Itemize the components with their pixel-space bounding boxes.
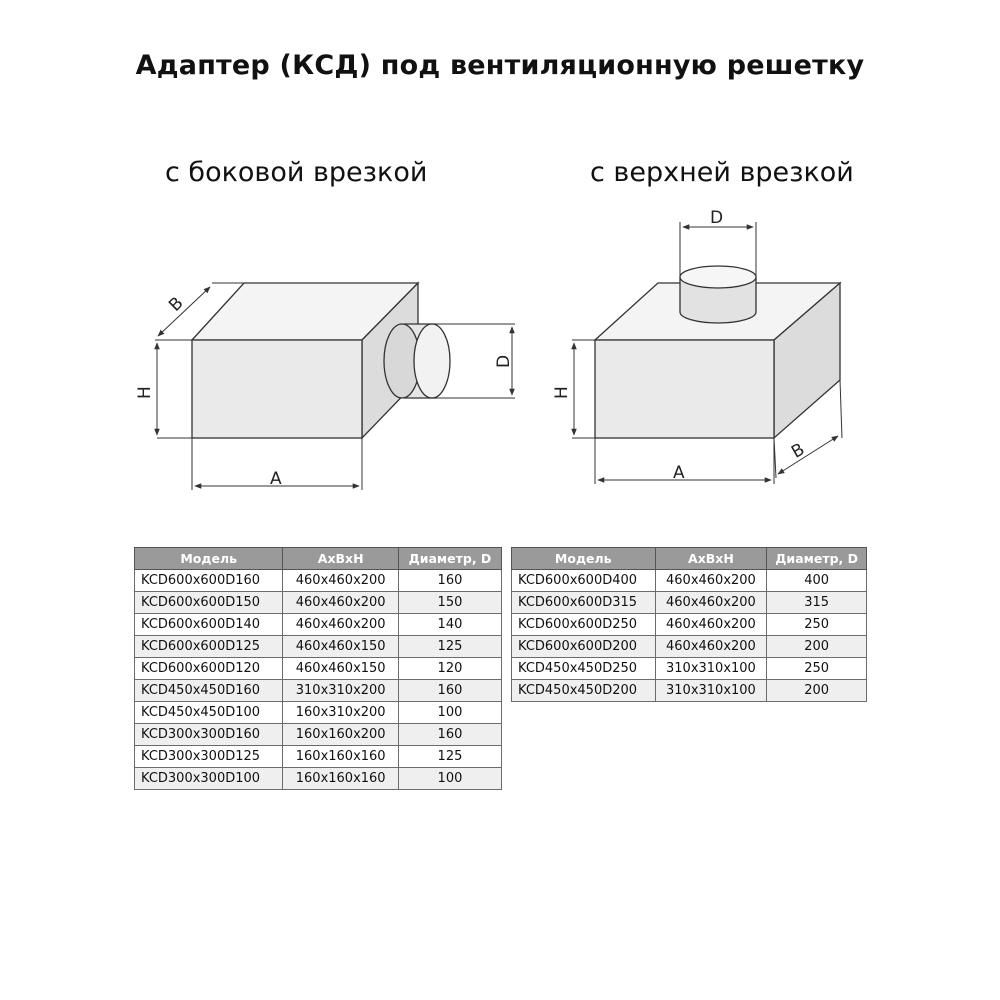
subtitle-side-inlet: с боковой врезкой [165, 157, 428, 188]
cell-diameter: 120 [398, 658, 501, 680]
cell-model: KCD600x600D140 [135, 614, 283, 636]
cell-diameter: 160 [398, 724, 501, 746]
table-row [135, 658, 502, 680]
page-title: Адаптер (КСД) под вентиляционную решетку [135, 50, 865, 81]
cell-model: KCD600x600D125 [135, 636, 283, 658]
specs-table-top-inlet [511, 547, 867, 702]
cell-dimensions: 460x460x200 [655, 636, 767, 658]
cell-diameter: 160 [398, 680, 501, 702]
cell-dimensions: 160x160x200 [283, 724, 399, 746]
cell-model: KCD600x600D150 [135, 592, 283, 614]
table-row [135, 636, 502, 658]
column-header-dimensions: АхВхН [283, 548, 399, 570]
cell-diameter: 140 [398, 614, 501, 636]
table-row [135, 680, 502, 702]
table-row [135, 614, 502, 636]
side-label-D: D [494, 354, 514, 368]
column-header-model: Модель [512, 548, 656, 570]
cell-dimensions: 310x310x100 [655, 680, 767, 702]
side-label-H: H [135, 386, 155, 399]
table-row [135, 746, 502, 768]
table-row [135, 570, 502, 592]
cell-model: KCD450x450D200 [512, 680, 656, 702]
cell-dimensions: 160x160x160 [283, 768, 399, 790]
cell-model: KCD450x450D160 [135, 680, 283, 702]
cell-model: KCD300x300D160 [135, 724, 283, 746]
cell-model: KCD600x600D120 [135, 658, 283, 680]
cell-dimensions: 460x460x150 [283, 658, 399, 680]
cell-dimensions: 460x460x200 [283, 614, 399, 636]
side-label-B: B [165, 293, 188, 316]
cell-model: KCD300x300D125 [135, 746, 283, 768]
cell-diameter: 250 [767, 614, 867, 636]
table-row [512, 570, 867, 592]
cell-dimensions: 310x310x100 [655, 658, 767, 680]
table-row [135, 768, 502, 790]
cell-diameter: 400 [767, 570, 867, 592]
cell-model: KCD300x300D100 [135, 768, 283, 790]
table-row [135, 724, 502, 746]
top-label-B: B [788, 439, 809, 463]
cell-diameter: 125 [398, 636, 501, 658]
top-label-H: H [552, 386, 572, 399]
table-row [512, 636, 867, 658]
column-header-dimensions: АхВхН [655, 548, 767, 570]
cell-dimensions: 160x310x200 [283, 702, 399, 724]
side-inlet-pipe [384, 324, 450, 398]
top-label-A: A [673, 463, 685, 483]
cell-model: KCD600x600D200 [512, 636, 656, 658]
column-header-diameter: Диаметр, D [398, 548, 501, 570]
cell-model: KCD600x600D250 [512, 614, 656, 636]
table-row [135, 592, 502, 614]
cell-dimensions: 460x460x200 [655, 614, 767, 636]
cell-diameter: 315 [767, 592, 867, 614]
table-header-row [135, 548, 502, 570]
cell-dimensions: 460x460x200 [283, 570, 399, 592]
cell-diameter: 100 [398, 702, 501, 724]
subtitle-top-inlet: с верхней врезкой [590, 157, 854, 188]
cell-diameter: 125 [398, 746, 501, 768]
cell-diameter: 100 [398, 768, 501, 790]
cell-diameter: 200 [767, 636, 867, 658]
cell-model: KCD600x600D400 [512, 570, 656, 592]
table-row [135, 702, 502, 724]
cell-diameter: 160 [398, 570, 501, 592]
specs-table-side-inlet [134, 547, 502, 790]
cell-model: KCD600x600D315 [512, 592, 656, 614]
table-row [512, 658, 867, 680]
table-row [512, 680, 867, 702]
top-label-D: D [710, 208, 724, 228]
cell-dimensions: 460x460x200 [655, 570, 767, 592]
table-header-row [512, 548, 867, 570]
cell-diameter: 250 [767, 658, 867, 680]
cell-diameter: 200 [767, 680, 867, 702]
table-row [512, 614, 867, 636]
cell-model: KCD600x600D160 [135, 570, 283, 592]
cell-dimensions: 160x160x160 [283, 746, 399, 768]
cell-dimensions: 460x460x200 [283, 592, 399, 614]
side-label-A: A [270, 469, 282, 489]
cell-dimensions: 460x460x200 [655, 592, 767, 614]
column-header-diameter: Диаметр, D [767, 548, 867, 570]
table-row [512, 592, 867, 614]
cell-dimensions: 460x460x150 [283, 636, 399, 658]
top-inlet-pipe [680, 266, 756, 323]
cell-diameter: 150 [398, 592, 501, 614]
cell-dimensions: 310x310x200 [283, 680, 399, 702]
cell-model: KCD450x450D250 [512, 658, 656, 680]
cell-model: KCD450x450D100 [135, 702, 283, 724]
column-header-model: Модель [135, 548, 283, 570]
